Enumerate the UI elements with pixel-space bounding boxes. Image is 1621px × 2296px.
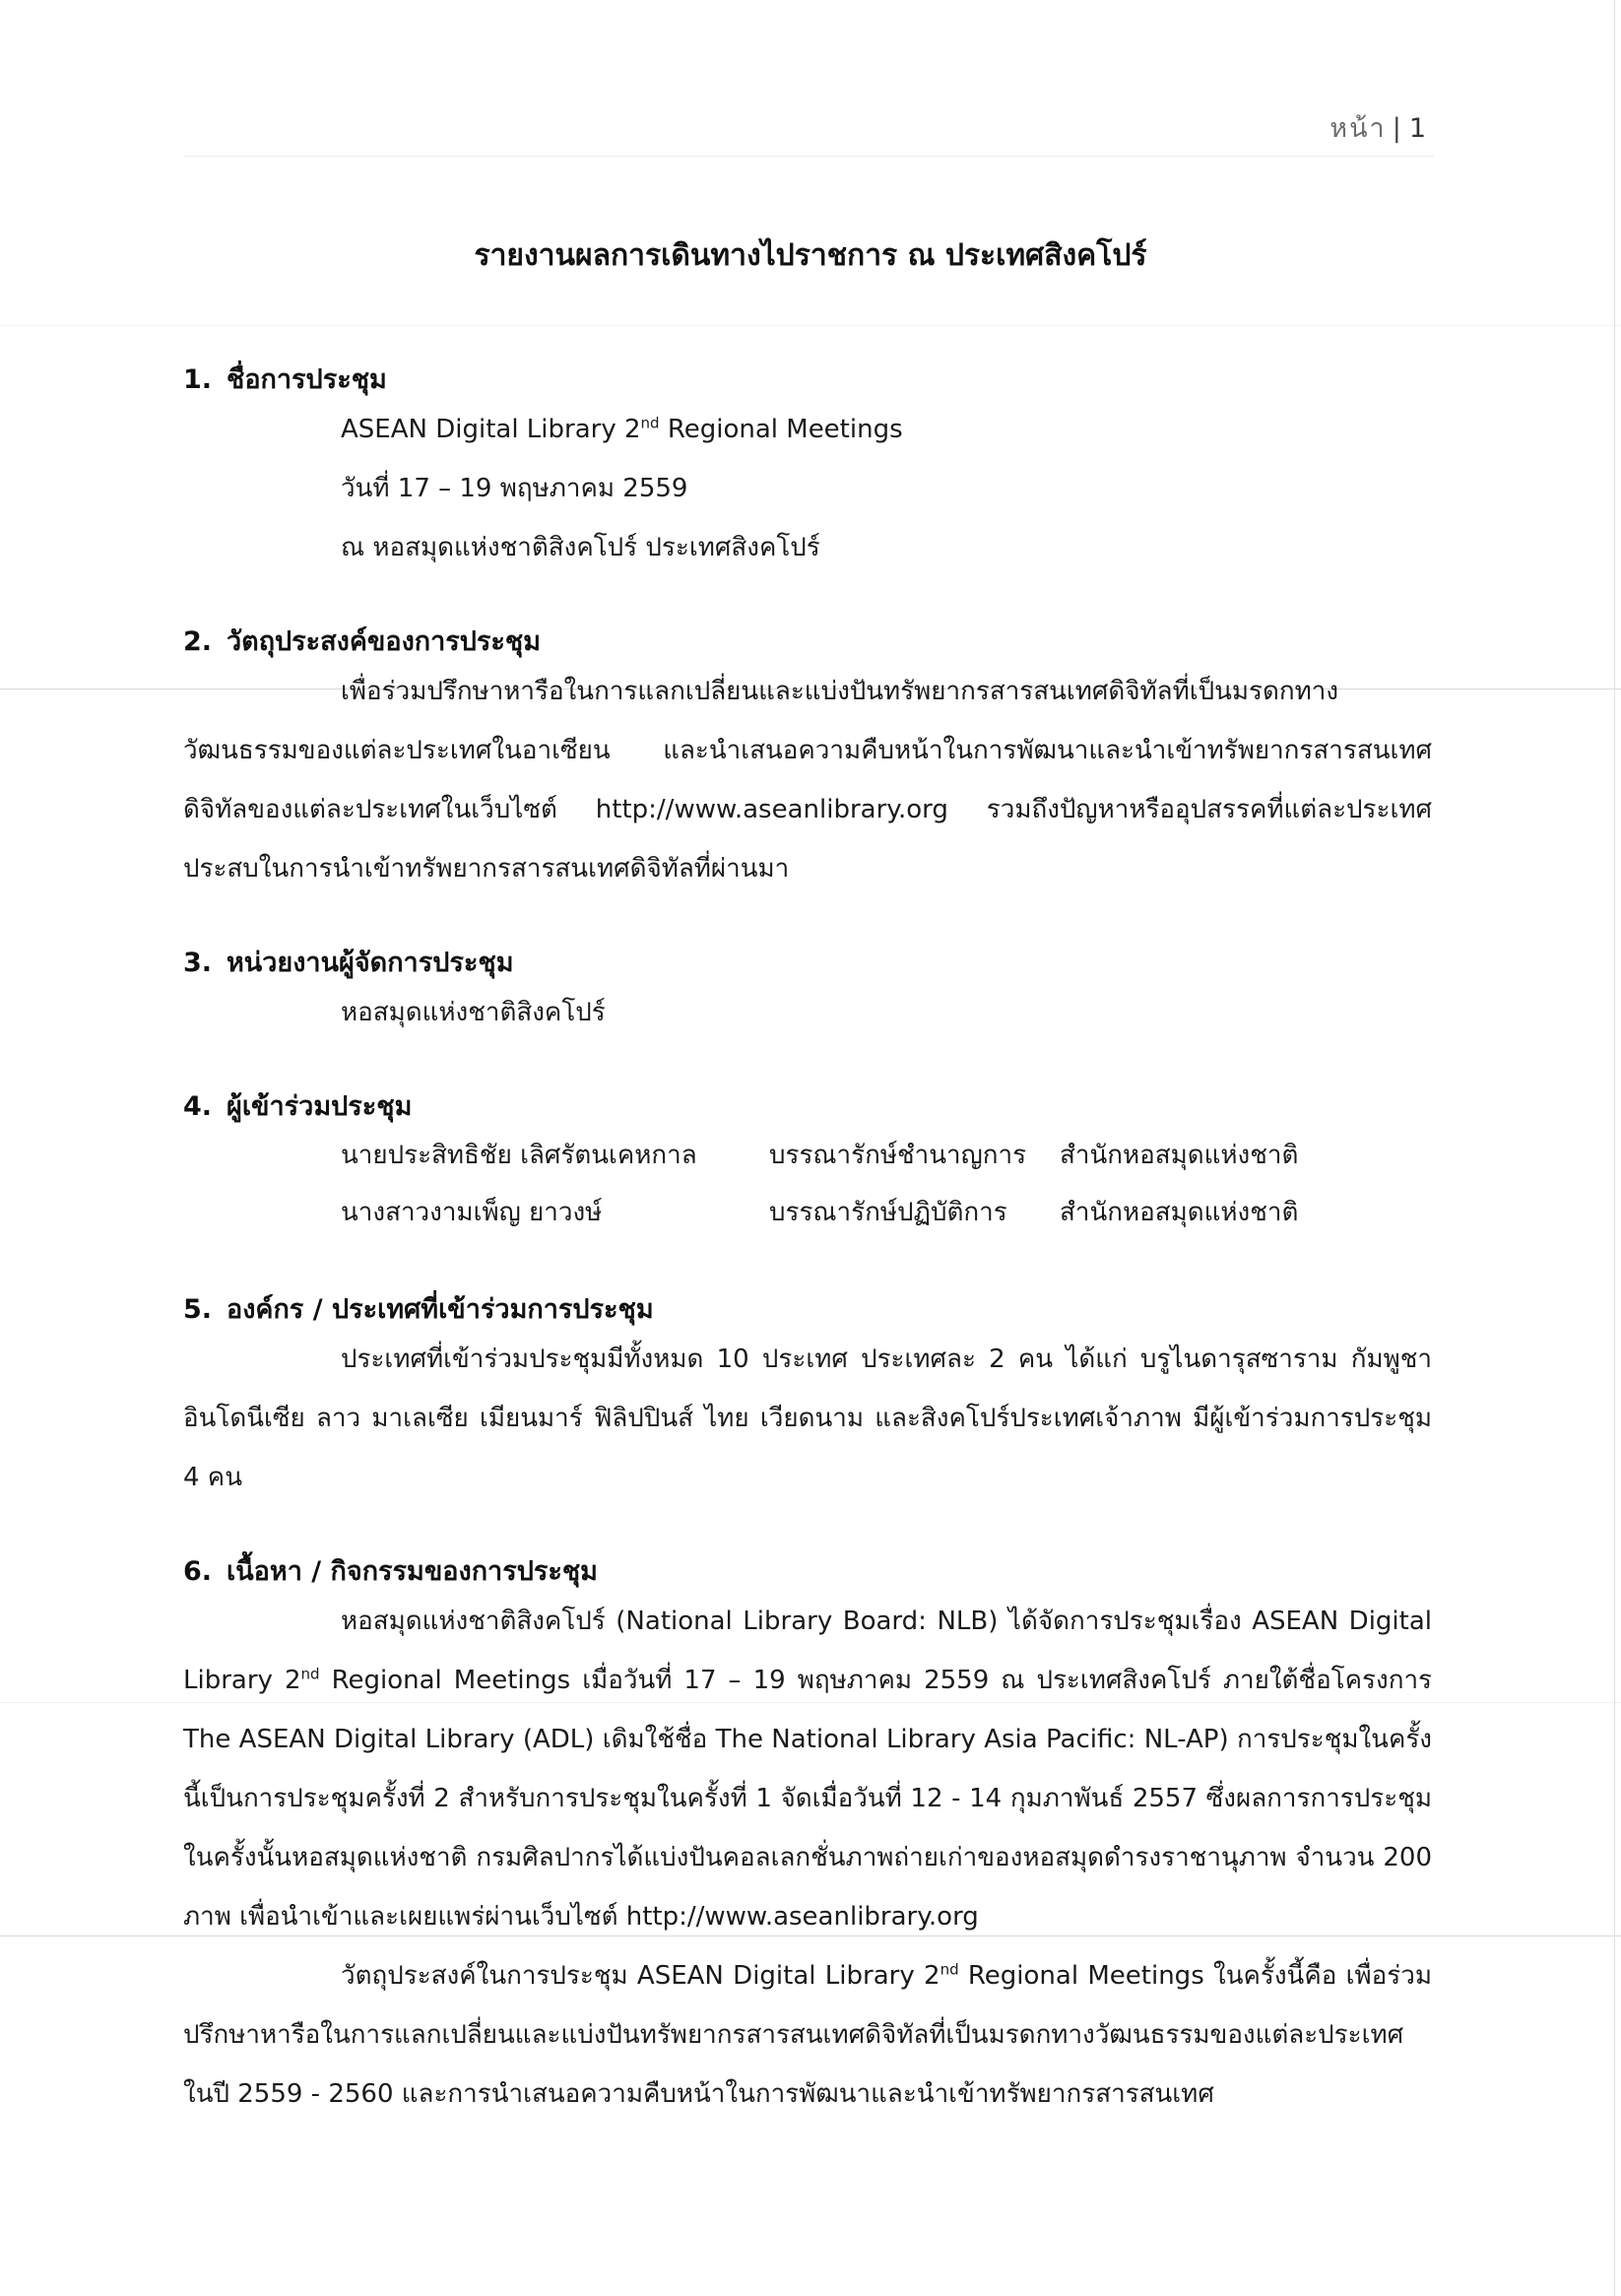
page-number: 1 — [1408, 113, 1428, 144]
page-edge-line — [1614, 0, 1615, 2296]
participant-office: สำนักหอสมุดแห่งชาติ — [1060, 1198, 1299, 1227]
participant-position: บรรณารักษ์ชำนาญการ — [769, 1141, 1027, 1170]
participant-name: นางสาวงามเพ็ญ ยาวงษ์ — [341, 1198, 603, 1227]
section-heading-text: องค์กร / ประเทศที่เข้าร่วมการประชุม — [227, 1294, 654, 1325]
meeting-name — [183, 400, 1432, 459]
section-number: 5. — [183, 1294, 213, 1325]
participant-row — [183, 1184, 1432, 1241]
section-number: 3. — [183, 948, 213, 978]
participant-position: บรรณารักษ์ปฏิบัติการ — [769, 1198, 1007, 1227]
content-text: วัตถุประสงค์ในการประชุม ASEAN Digital Library 2 — [341, 1961, 940, 1991]
organizer-name: หอสมุดแห่งชาติสิงคโปร์ — [341, 998, 606, 1027]
section-heading-text: เนื้อหา / กิจกรรมของการประชุม — [227, 1556, 598, 1587]
section-heading — [183, 944, 1432, 983]
objective-text: เพื่อร่วมปรึกษาหารือในการแลกเปลี่ยนและแบ่งปันทรัพยากรสารสนเทศดิจิทัลที่เป็นมรดกทางวัฒนธรรมของแต่ละประเทศในอาเซียน และนำเสนอความคืบหน้าในการพัฒนาและนำเข้าทรัพยากรสารสนเทศดิจิทัลของแต่ละประเทศในเว็บไซต์ http://www.aseanlibrary.org รวมถึงปัญหาหรืออุปสรรคที่แต่ละประเทศประสบในการนำเข้าทรัพยากรสารสนเทศดิจิทัลที่ผ่านมา — [183, 677, 1432, 884]
section-countries — [183, 1290, 1432, 1507]
section-number: 6. — [183, 1556, 213, 1587]
section-participants — [183, 1087, 1432, 1241]
objective-paragraph — [183, 662, 1432, 898]
content-text: หอสมุดแห่งชาติสิงคโปร์ (National Library Board: NLB) ได้จัดการประชุมเรื่อง ASEAN Digital Library 2 — [183, 1607, 1432, 1695]
meeting-name-text: ASEAN Digital Library 2 — [341, 415, 641, 444]
page-number-header — [1329, 106, 1428, 149]
section-heading-text: หน่วยงานผู้จัดการประชุม — [227, 948, 514, 978]
page-label: หน้า — [1329, 113, 1387, 144]
content-paragraph-1 — [183, 1592, 1432, 1946]
meeting-venue: ณ หอสมุดแห่งชาติสิงคโปร์ ประเทศสิงคโปร์ — [341, 533, 820, 562]
section-number: 2. — [183, 626, 213, 657]
content-paragraph-2 — [183, 1946, 1432, 2124]
header-rule — [183, 156, 1434, 157]
section-heading-text: ผู้เข้าร่วมประชุม — [227, 1091, 413, 1122]
section-heading-text: ชื่อการประชุม — [227, 364, 387, 395]
content-text-2: Regional Meetings ในครั้งนี้คือ เพื่อร่วมปรึกษาหารือในการแลกเปลี่ยนและแบ่งปันทรัพยากรสารสนเทศดิจิทัลที่เป็นมรดกทางวัฒนธรรมของแต่ละประเทศในปี 2559 - 2560 และการนำเสนอความคืบหน้าในการพัฒนาและนำเข้าทรัพยากรสารสนเทศ — [183, 1961, 1432, 2109]
participant-name: นายประสิทธิชัย เลิศรัตนเคหกาล — [341, 1141, 697, 1170]
content-text-2: Regional Meetings เมื่อวันที่ 17 – 19 พฤษภาคม 2559 ณ ประเทศสิงคโปร์ ภายใต้ชื่อโครงการ The ASEAN Digital Library (ADL) เดิมใช้ชื่อ The National Library Asia Pacific: NL-AP) การประชุมในครั้งนี้เป็นการประชุมครั้งที่ 2 สำหรับการประชุมในครั้งที่ 1 จัดเมื่อวันที่ 12 - 14 กุมภาพันธ์ 2557 ซึ่งผลการการประชุมในครั้งนั้นหอสมุดแห่งชาติ กรมศิลปากรได้แบ่งปันคอลเลกชั่นภาพถ่ายเก่าของหอสมุดดำรงราชานุภาพ จำนวน 200 ภาพ เพื่อนำเข้าและเผยแพร่ผ่านเว็บไซต์ http://www.aseanlibrary.org — [183, 1666, 1433, 1932]
section-objective — [183, 623, 1432, 898]
section-heading — [183, 1552, 1432, 1592]
section-meeting-name — [183, 361, 1432, 577]
content-sup: nd — [940, 1960, 959, 1979]
section-number: 4. — [183, 1091, 213, 1122]
scan-artifact-line — [0, 325, 1621, 326]
page-separator: | — [1392, 113, 1403, 144]
meeting-name-text-2: Regional Meetings — [659, 415, 903, 444]
countries-paragraph — [183, 1330, 1432, 1507]
section-heading — [183, 623, 1432, 662]
section-heading — [183, 1290, 1432, 1330]
participant-row — [183, 1127, 1432, 1184]
document-title: รายงานผลการเดินทางไปราชการ ณ ประเทศสิงคโปร์ — [474, 238, 1147, 273]
section-organizer — [183, 944, 1432, 1042]
countries-text: ประเทศที่เข้าร่วมประชุมมีทั้งหมด 10 ประเทศ ประเทศละ 2 คน ได้แก่ บรูไนดารุสซาราม กัมพูชา อินโดนีเซีย ลาว มาเลเซีย เมียนมาร์ ฟิลิปปินส์ ไทย เวียดนาม และสิงคโปร์ประเทศเจ้าภาพ มีผู้เข้าร่วมการประชุม 4 คน — [183, 1345, 1432, 1492]
section-content — [183, 1552, 1432, 2124]
section-heading — [183, 1087, 1432, 1127]
section-heading-text: วัตถุประสงค์ของการประชุม — [227, 626, 542, 657]
participant-office: สำนักหอสมุดแห่งชาติ — [1060, 1141, 1299, 1170]
content-sup: nd — [300, 1665, 320, 1683]
meeting-name-sup: nd — [640, 414, 660, 432]
section-number: 1. — [183, 364, 213, 395]
section-heading — [183, 361, 1432, 400]
meeting-date: วันที่ 17 – 19 พฤษภาคม 2559 — [341, 474, 688, 503]
